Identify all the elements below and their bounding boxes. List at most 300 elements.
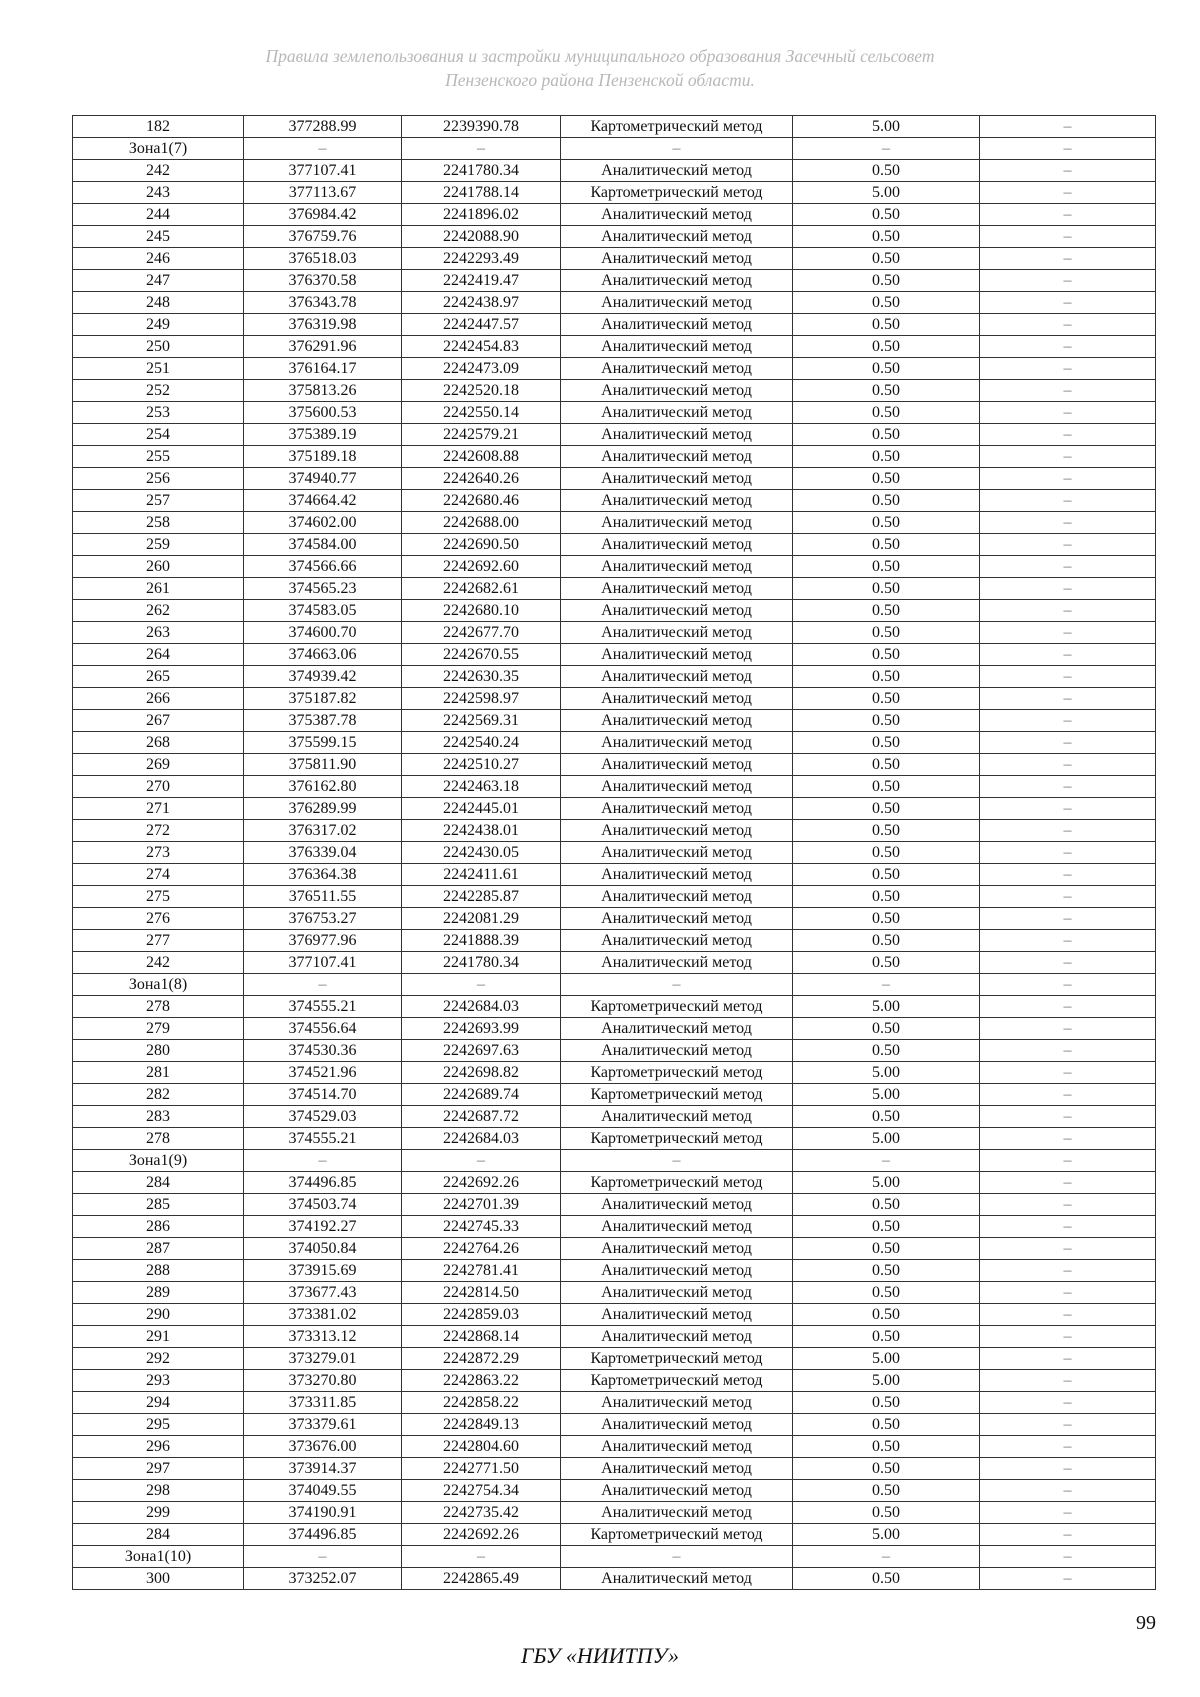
accuracy-cell: 0.50	[793, 1260, 980, 1282]
point-number-cell: 284	[73, 1172, 244, 1194]
y-coordinate-cell: 2242684.03	[402, 1128, 561, 1150]
method-cell: Картометрический метод	[561, 1128, 793, 1150]
y-coordinate-cell: –	[402, 1546, 561, 1568]
y-coordinate-cell: 2242088.90	[402, 226, 561, 248]
accuracy-cell: 0.50	[793, 270, 980, 292]
x-coordinate-cell: 375189.18	[244, 446, 402, 468]
y-coordinate-cell: 2242872.29	[402, 1348, 561, 1370]
zone-row	[73, 1546, 1156, 1568]
accuracy-cell: 0.50	[793, 776, 980, 798]
table-row	[73, 644, 1156, 666]
y-coordinate-cell: 2242438.01	[402, 820, 561, 842]
accuracy-cell: 0.50	[793, 226, 980, 248]
point-number-cell: 285	[73, 1194, 244, 1216]
method-cell: Аналитический метод	[561, 1238, 793, 1260]
note-cell: –	[980, 1238, 1156, 1260]
method-cell: Аналитический метод	[561, 688, 793, 710]
point-number-cell: 299	[73, 1502, 244, 1524]
note-cell: –	[980, 380, 1156, 402]
point-number-cell: 283	[73, 1106, 244, 1128]
point-number-cell: 282	[73, 1084, 244, 1106]
method-cell: Аналитический метод	[561, 160, 793, 182]
point-number-cell: 291	[73, 1326, 244, 1348]
point-number-cell: 290	[73, 1304, 244, 1326]
method-cell: Аналитический метод	[561, 864, 793, 886]
method-cell: Аналитический метод	[561, 204, 793, 226]
note-cell: –	[980, 666, 1156, 688]
zone-row	[73, 1150, 1156, 1172]
note-cell: –	[980, 1150, 1156, 1172]
y-coordinate-cell: 2242697.63	[402, 1040, 561, 1062]
y-coordinate-cell: 2242463.18	[402, 776, 561, 798]
table-row	[73, 204, 1156, 226]
accuracy-cell: 0.50	[793, 1326, 980, 1348]
table-row	[73, 358, 1156, 380]
y-coordinate-cell: 2242598.97	[402, 688, 561, 710]
page-number: 99	[1136, 1612, 1156, 1634]
y-coordinate-cell: 2241888.39	[402, 930, 561, 952]
y-coordinate-cell: 2242438.97	[402, 292, 561, 314]
accuracy-cell: 0.50	[793, 1414, 980, 1436]
x-coordinate-cell: 376291.96	[244, 336, 402, 358]
note-cell: –	[980, 358, 1156, 380]
method-cell: Аналитический метод	[561, 600, 793, 622]
x-coordinate-cell: 374529.03	[244, 1106, 402, 1128]
y-coordinate-cell: 2242670.55	[402, 644, 561, 666]
x-coordinate-cell: 375813.26	[244, 380, 402, 402]
accuracy-cell: 0.50	[793, 710, 980, 732]
point-number-cell: 261	[73, 578, 244, 600]
x-coordinate-cell: 377288.99	[244, 116, 402, 138]
note-cell: –	[980, 1260, 1156, 1282]
note-cell: –	[980, 468, 1156, 490]
accuracy-cell: 0.50	[793, 886, 980, 908]
accuracy-cell: 5.00	[793, 1370, 980, 1392]
y-coordinate-cell: 2241780.34	[402, 160, 561, 182]
note-cell: –	[980, 1546, 1156, 1568]
y-coordinate-cell: 2242868.14	[402, 1326, 561, 1348]
x-coordinate-cell: 376370.58	[244, 270, 402, 292]
accuracy-cell: 0.50	[793, 248, 980, 270]
x-coordinate-cell: 374939.42	[244, 666, 402, 688]
point-number-cell: 254	[73, 424, 244, 446]
accuracy-cell: 0.50	[793, 930, 980, 952]
accuracy-cell: 0.50	[793, 380, 980, 402]
accuracy-cell: 5.00	[793, 1348, 980, 1370]
accuracy-cell: 5.00	[793, 996, 980, 1018]
accuracy-cell: 0.50	[793, 424, 980, 446]
table-row	[73, 556, 1156, 578]
y-coordinate-cell: 2242510.27	[402, 754, 561, 776]
note-cell: –	[980, 402, 1156, 424]
y-coordinate-cell: 2242858.22	[402, 1392, 561, 1414]
table-row	[73, 1480, 1156, 1502]
zone-row	[73, 974, 1156, 996]
y-coordinate-cell: –	[402, 138, 561, 160]
x-coordinate-cell: 376984.42	[244, 204, 402, 226]
note-cell: –	[980, 1172, 1156, 1194]
table-row	[73, 820, 1156, 842]
method-cell: Аналитический метод	[561, 908, 793, 930]
x-coordinate-cell: 375811.90	[244, 754, 402, 776]
y-coordinate-cell: 2242081.29	[402, 908, 561, 930]
method-cell: Аналитический метод	[561, 578, 793, 600]
point-number-cell: 255	[73, 446, 244, 468]
y-coordinate-cell: 2242764.26	[402, 1238, 561, 1260]
y-coordinate-cell: 2242687.72	[402, 1106, 561, 1128]
method-cell: Картометрический метод	[561, 1524, 793, 1546]
note-cell: –	[980, 1392, 1156, 1414]
accuracy-cell: 5.00	[793, 1062, 980, 1084]
y-coordinate-cell: 2242693.99	[402, 1018, 561, 1040]
accuracy-cell: 0.50	[793, 292, 980, 314]
y-coordinate-cell: 2242689.74	[402, 1084, 561, 1106]
point-number-cell: 268	[73, 732, 244, 754]
y-coordinate-cell: 2242692.26	[402, 1524, 561, 1546]
x-coordinate-cell: 373270.80	[244, 1370, 402, 1392]
table-row	[73, 314, 1156, 336]
point-number-cell: 249	[73, 314, 244, 336]
accuracy-cell: 0.50	[793, 644, 980, 666]
x-coordinate-cell: 374192.27	[244, 1216, 402, 1238]
y-coordinate-cell: 2242692.26	[402, 1172, 561, 1194]
table-row	[73, 996, 1156, 1018]
point-number-cell: 294	[73, 1392, 244, 1414]
x-coordinate-cell: 374514.70	[244, 1084, 402, 1106]
note-cell: –	[980, 754, 1156, 776]
point-number-cell: 278	[73, 1128, 244, 1150]
point-number-cell: Зона1(8)	[73, 974, 244, 996]
method-cell: Аналитический метод	[561, 1414, 793, 1436]
table-row	[73, 1326, 1156, 1348]
coordinates-table-body	[73, 116, 1156, 1590]
y-coordinate-cell: –	[402, 974, 561, 996]
accuracy-cell: 0.50	[793, 468, 980, 490]
table-row	[73, 1040, 1156, 1062]
page-footer: ГБУ «НИИТПУ»	[520, 1643, 680, 1668]
method-cell: Картометрический метод	[561, 116, 793, 138]
note-cell: –	[980, 138, 1156, 160]
y-coordinate-cell: 2242865.49	[402, 1568, 561, 1590]
note-cell: –	[980, 1348, 1156, 1370]
method-cell: Аналитический метод	[561, 666, 793, 688]
note-cell: –	[980, 490, 1156, 512]
point-number-cell: 274	[73, 864, 244, 886]
note-cell: –	[980, 292, 1156, 314]
accuracy-cell: 0.50	[793, 1040, 980, 1062]
table-row	[73, 116, 1156, 138]
y-coordinate-cell: 2241896.02	[402, 204, 561, 226]
method-cell: Аналитический метод	[561, 556, 793, 578]
note-cell: –	[980, 336, 1156, 358]
note-cell: –	[980, 688, 1156, 710]
method-cell: Аналитический метод	[561, 358, 793, 380]
accuracy-cell: 0.50	[793, 952, 980, 974]
note-cell: –	[980, 1326, 1156, 1348]
table-row	[73, 1216, 1156, 1238]
note-cell: –	[980, 732, 1156, 754]
table-row	[73, 732, 1156, 754]
x-coordinate-cell: 375389.19	[244, 424, 402, 446]
point-number-cell: 264	[73, 644, 244, 666]
method-cell: Аналитический метод	[561, 1018, 793, 1040]
accuracy-cell: 0.50	[793, 578, 980, 600]
point-number-cell: 275	[73, 886, 244, 908]
table-row	[73, 1370, 1156, 1392]
x-coordinate-cell: 373279.01	[244, 1348, 402, 1370]
accuracy-cell: 0.50	[793, 1018, 980, 1040]
x-coordinate-cell: 376317.02	[244, 820, 402, 842]
method-cell: Аналитический метод	[561, 336, 793, 358]
y-coordinate-cell: 2242630.35	[402, 666, 561, 688]
accuracy-cell: 0.50	[793, 1436, 980, 1458]
x-coordinate-cell: 377107.41	[244, 952, 402, 974]
note-cell: –	[980, 512, 1156, 534]
note-cell: –	[980, 1018, 1156, 1040]
x-coordinate-cell: 376753.27	[244, 908, 402, 930]
y-coordinate-cell: 2242677.70	[402, 622, 561, 644]
x-coordinate-cell: 374663.06	[244, 644, 402, 666]
note-cell: –	[980, 864, 1156, 886]
x-coordinate-cell: –	[244, 1546, 402, 1568]
method-cell: Аналитический метод	[561, 270, 793, 292]
accuracy-cell: 0.50	[793, 1568, 980, 1590]
point-number-cell: 182	[73, 116, 244, 138]
point-number-cell: 293	[73, 1370, 244, 1392]
accuracy-cell: 0.50	[793, 534, 980, 556]
y-coordinate-cell: 2242690.50	[402, 534, 561, 556]
method-cell: Аналитический метод	[561, 1106, 793, 1128]
table-row	[73, 600, 1156, 622]
method-cell: Аналитический метод	[561, 380, 793, 402]
y-coordinate-cell: 2242771.50	[402, 1458, 561, 1480]
table-row	[73, 886, 1156, 908]
coordinates-table	[72, 115, 1156, 1590]
accuracy-cell: 0.50	[793, 666, 980, 688]
y-coordinate-cell: 2241788.14	[402, 182, 561, 204]
y-coordinate-cell: 2242445.01	[402, 798, 561, 820]
point-number-cell: 270	[73, 776, 244, 798]
point-number-cell: 260	[73, 556, 244, 578]
accuracy-cell: 0.50	[793, 1194, 980, 1216]
note-cell: –	[980, 248, 1156, 270]
table-row	[73, 666, 1156, 688]
accuracy-cell: 5.00	[793, 182, 980, 204]
note-cell: –	[980, 1414, 1156, 1436]
method-cell: Аналитический метод	[561, 512, 793, 534]
table-row	[73, 292, 1156, 314]
x-coordinate-cell: 374496.85	[244, 1524, 402, 1546]
x-coordinate-cell: –	[244, 974, 402, 996]
x-coordinate-cell: 373252.07	[244, 1568, 402, 1590]
table-row	[73, 160, 1156, 182]
note-cell: –	[980, 908, 1156, 930]
table-row	[73, 468, 1156, 490]
note-cell: –	[980, 710, 1156, 732]
method-cell: Аналитический метод	[561, 534, 793, 556]
method-cell: Аналитический метод	[561, 1260, 793, 1282]
x-coordinate-cell: 374050.84	[244, 1238, 402, 1260]
accuracy-cell: 0.50	[793, 160, 980, 182]
accuracy-cell: 0.50	[793, 864, 980, 886]
x-coordinate-cell: 375599.15	[244, 732, 402, 754]
accuracy-cell: 0.50	[793, 314, 980, 336]
y-coordinate-cell: 2242814.50	[402, 1282, 561, 1304]
method-cell: Картометрический метод	[561, 1172, 793, 1194]
y-coordinate-cell: 2242688.00	[402, 512, 561, 534]
running-header-line-2: Пензенского района Пензенской области.	[445, 70, 755, 90]
accuracy-cell: 0.50	[793, 688, 980, 710]
method-cell: Аналитический метод	[561, 842, 793, 864]
note-cell: –	[980, 270, 1156, 292]
y-coordinate-cell: 2242863.22	[402, 1370, 561, 1392]
note-cell: –	[980, 1370, 1156, 1392]
note-cell: –	[980, 1106, 1156, 1128]
y-coordinate-cell: 2242680.10	[402, 600, 561, 622]
point-number-cell: 287	[73, 1238, 244, 1260]
table-row	[73, 512, 1156, 534]
x-coordinate-cell: 374565.23	[244, 578, 402, 600]
y-coordinate-cell: 2242293.49	[402, 248, 561, 270]
y-coordinate-cell: 2242419.47	[402, 270, 561, 292]
note-cell: –	[980, 1216, 1156, 1238]
x-coordinate-cell: 374521.96	[244, 1062, 402, 1084]
x-coordinate-cell: 374503.74	[244, 1194, 402, 1216]
table-row	[73, 908, 1156, 930]
note-cell: –	[980, 1568, 1156, 1590]
x-coordinate-cell: 373379.61	[244, 1414, 402, 1436]
table-row	[73, 446, 1156, 468]
x-coordinate-cell: 376289.99	[244, 798, 402, 820]
point-number-cell: 242	[73, 952, 244, 974]
y-coordinate-cell: 2242682.61	[402, 578, 561, 600]
accuracy-cell: 0.50	[793, 1304, 980, 1326]
method-cell: Аналитический метод	[561, 226, 793, 248]
table-row	[73, 226, 1156, 248]
note-cell: –	[980, 1040, 1156, 1062]
note-cell: –	[980, 1084, 1156, 1106]
y-coordinate-cell: 2242520.18	[402, 380, 561, 402]
x-coordinate-cell: 376759.76	[244, 226, 402, 248]
x-coordinate-cell: 374496.85	[244, 1172, 402, 1194]
method-cell: Аналитический метод	[561, 402, 793, 424]
method-cell: Аналитический метод	[561, 1502, 793, 1524]
accuracy-cell: 0.50	[793, 1392, 980, 1414]
accuracy-cell: 0.50	[793, 204, 980, 226]
y-coordinate-cell: 2242684.03	[402, 996, 561, 1018]
x-coordinate-cell: 376977.96	[244, 930, 402, 952]
x-coordinate-cell: 374566.66	[244, 556, 402, 578]
method-cell: Аналитический метод	[561, 1194, 793, 1216]
table-row	[73, 1018, 1156, 1040]
note-cell: –	[980, 996, 1156, 1018]
table-row	[73, 1282, 1156, 1304]
point-number-cell: 300	[73, 1568, 244, 1590]
point-number-cell: 276	[73, 908, 244, 930]
point-number-cell: 267	[73, 710, 244, 732]
table-row	[73, 424, 1156, 446]
point-number-cell: 296	[73, 1436, 244, 1458]
y-coordinate-cell: 2239390.78	[402, 116, 561, 138]
x-coordinate-cell: 373381.02	[244, 1304, 402, 1326]
table-row	[73, 798, 1156, 820]
method-cell: Аналитический метод	[561, 292, 793, 314]
table-row	[73, 622, 1156, 644]
x-coordinate-cell: 377113.67	[244, 182, 402, 204]
accuracy-cell: 0.50	[793, 1216, 980, 1238]
table-row	[73, 930, 1156, 952]
method-cell: Аналитический метод	[561, 930, 793, 952]
accuracy-cell: –	[793, 1150, 980, 1172]
method-cell: Аналитический метод	[561, 776, 793, 798]
note-cell: –	[980, 1304, 1156, 1326]
note-cell: –	[980, 226, 1156, 248]
accuracy-cell: 0.50	[793, 1502, 980, 1524]
point-number-cell: 248	[73, 292, 244, 314]
note-cell: –	[980, 1502, 1156, 1524]
note-cell: –	[980, 1062, 1156, 1084]
x-coordinate-cell: 375187.82	[244, 688, 402, 710]
accuracy-cell: 5.00	[793, 116, 980, 138]
method-cell: Картометрический метод	[561, 996, 793, 1018]
x-coordinate-cell: –	[244, 138, 402, 160]
accuracy-cell: 5.00	[793, 1128, 980, 1150]
table-row	[73, 182, 1156, 204]
table-row	[73, 248, 1156, 270]
point-number-cell: 242	[73, 160, 244, 182]
table-row	[73, 1172, 1156, 1194]
x-coordinate-cell: 376343.78	[244, 292, 402, 314]
x-coordinate-cell: 374555.21	[244, 1128, 402, 1150]
method-cell: Картометрический метод	[561, 182, 793, 204]
method-cell: Аналитический метод	[561, 820, 793, 842]
point-number-cell: 298	[73, 1480, 244, 1502]
accuracy-cell: 0.50	[793, 820, 980, 842]
accuracy-cell: 0.50	[793, 358, 980, 380]
y-coordinate-cell: 2242754.34	[402, 1480, 561, 1502]
accuracy-cell: 0.50	[793, 754, 980, 776]
point-number-cell: 243	[73, 182, 244, 204]
point-number-cell: 286	[73, 1216, 244, 1238]
point-number-cell: 259	[73, 534, 244, 556]
accuracy-cell: 0.50	[793, 446, 980, 468]
point-number-cell: 284	[73, 1524, 244, 1546]
y-coordinate-cell: 2242680.46	[402, 490, 561, 512]
method-cell: Картометрический метод	[561, 1062, 793, 1084]
x-coordinate-cell: 373313.12	[244, 1326, 402, 1348]
table-row	[73, 864, 1156, 886]
zone-row	[73, 138, 1156, 160]
point-number-cell: 280	[73, 1040, 244, 1062]
note-cell: –	[980, 314, 1156, 336]
accuracy-cell: –	[793, 1546, 980, 1568]
accuracy-cell: 0.50	[793, 1480, 980, 1502]
x-coordinate-cell: 373914.37	[244, 1458, 402, 1480]
note-cell: –	[980, 204, 1156, 226]
table-row	[73, 754, 1156, 776]
point-number-cell: Зона1(7)	[73, 138, 244, 160]
accuracy-cell: 0.50	[793, 798, 980, 820]
point-number-cell: 278	[73, 996, 244, 1018]
method-cell: Аналитический метод	[561, 710, 793, 732]
note-cell: –	[980, 556, 1156, 578]
x-coordinate-cell: 374530.36	[244, 1040, 402, 1062]
x-coordinate-cell: 376319.98	[244, 314, 402, 336]
x-coordinate-cell: 374049.55	[244, 1480, 402, 1502]
method-cell: Аналитический метод	[561, 446, 793, 468]
point-number-cell: 281	[73, 1062, 244, 1084]
y-coordinate-cell: 2242540.24	[402, 732, 561, 754]
